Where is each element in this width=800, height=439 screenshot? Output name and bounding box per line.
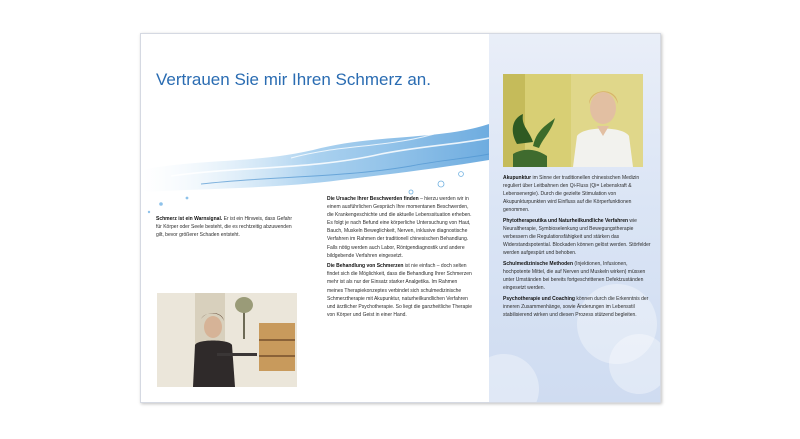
paragraph-lead: Phytotherapeutika und Naturheilkundliche Verfahren: [503, 217, 629, 224]
office-photo: [157, 293, 297, 387]
portrait-photo: [503, 74, 643, 167]
paragraph-text: (Injektionen, Infusionen, hochpotente Mittel, die auf Nerven und Muskeln wirken) müssen unter Umständen bei bereits fortgeschrittenen Defektzuständen eingesetzt werden.: [503, 260, 646, 292]
right-text-column: [503, 174, 652, 322]
treatment-paragraph: [327, 262, 473, 319]
paragraph-text: wie Neuraltherapie, Symbioselenkung und Bewegungstherapie verbessern die Regulationsfähigkeit und stärken das Widerstandspotential. Blockaden können gelöst werden. Störfelder werden aufgespürt und behoben.: [503, 217, 651, 257]
cause-paragraph: [327, 195, 473, 260]
paragraph-text: – hierzu werden wir in einem ausführlichen Gespräch Ihre momentanen Beschwerden, die Krankengeschichte und die aktuelle Lebenssituation erheben. Es folgt je nach Befund eine körperliche Untersuchung von Haut, Bauch, Muskeln Beweglichkeit, Nerven, inklusive diagnostische Verfahren im Rahmen der traditionell chinesischen Behandlung. Falls nötig werden auch Labor, Röntgendiagnostik und andere bildgebende Verfahren eingesetzt.: [327, 196, 472, 259]
left-text-column: [156, 215, 296, 242]
paragraph-lead: Psychotherapie und Coaching: [503, 295, 575, 302]
decorative-bubble: [469, 354, 539, 403]
paragraph-lead: Schulmedizinische Methoden: [503, 260, 574, 267]
paragraph-text: im Sinne der traditionellen chinesischen Medizin reguliert über Leitbahnen den Qi-Fluss (Qi= Lebenskraft & Lebensenergie). Durch die gezielte Stimulation von Akupunkturpunkten wird Einfluss auf die Körperfunktionen genommen.: [503, 175, 640, 214]
decorative-bubble: [609, 334, 661, 394]
paragraph-lead: Die Ursache Ihrer Beschwerden finden: [327, 196, 419, 202]
psychotherapy-paragraph: [503, 295, 652, 319]
paragraph-text: können durch die Erkenntnis der inneren Zusammenhänge, sowie Änderungen im Lebensstil stabilisierend wirken und diesen Prozess stützend begleiten.: [503, 295, 649, 318]
warning-paragraph: [156, 215, 296, 239]
conventional-methods-paragraph: [503, 260, 652, 292]
paragraph-lead: Die Behandlung von Schmerzen: [327, 263, 404, 270]
paragraph-lead: Akupunktur: [503, 175, 532, 181]
paragraph-text: ist nie einfach – doch selten findet sich die Möglichkeit, dass die Behandlung Ihrer Schmerzen mehr ist als nur der Einsatz starker Analgetika. Im Rahmen meines Therapiekonzeptes verbindet sich schulmedizinische Schmerztherapie mit Akupunktur, naturheilkundlichen Verfahren und ärztlicher Psychotherapie. So liegt die ganzheitliche Therapie von Körper und Geist in einer Hand.: [327, 263, 472, 318]
paragraph-lead: Schmerz ist ein Warnsignal.: [156, 216, 223, 222]
phytotherapy-paragraph: [503, 217, 652, 257]
paragraph-text: Er ist ein Hinweis, dass Gefahr für Körper oder Seele besteht, die es rechtzeitig abzuwenden gilt, bevor größerer Schaden entsteht.: [156, 216, 292, 239]
acupuncture-paragraph: [503, 174, 652, 214]
brochure-spread: [140, 33, 661, 403]
page-headline: Vertrauen Sie mir Ihren Schmerz an.: [156, 70, 431, 89]
middle-text-column: [327, 195, 473, 321]
